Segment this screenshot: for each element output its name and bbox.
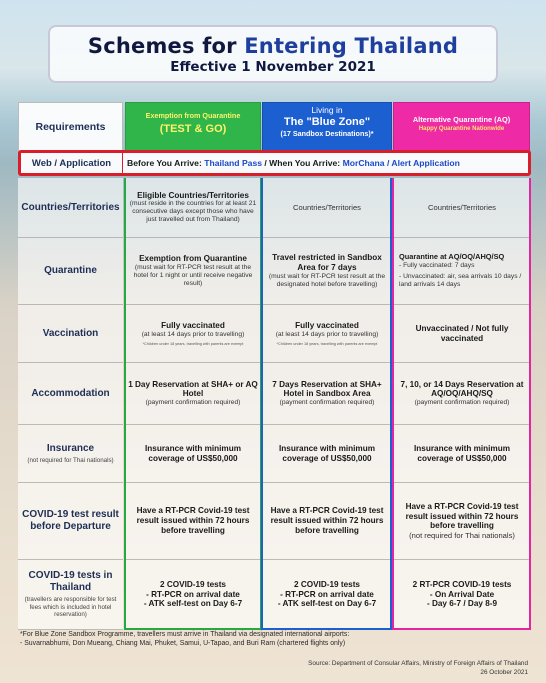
table-cell	[393, 425, 531, 483]
header-blue-zone	[262, 102, 392, 152]
table-row-insurance	[18, 425, 531, 483]
cell-line: - ATK self-test on Day 6-7	[277, 599, 377, 609]
cell-text: Insurance with minimum coverage of US$50,000	[279, 443, 375, 463]
row-label-text: Quarantine	[44, 265, 97, 276]
row-label-note: (not required for Thai nationals)	[27, 456, 114, 464]
table-cell	[393, 560, 531, 630]
cell-title: Travel restricted in Sandbox Area for 7 days	[272, 253, 382, 272]
source-date: 26 October 2021	[480, 668, 528, 676]
cell-text: Countries/Territories	[428, 202, 496, 212]
header-requirements: Requirements	[18, 102, 123, 152]
cell-title: Fully vaccinated	[161, 320, 225, 330]
row-label-text: COVID-19 tests in Thailand	[28, 570, 113, 594]
web-text-2: / When You Arrive:	[264, 158, 343, 168]
footnote-line: - Suvarnabhumi, Don Mueang, Chiang Mai, Phuket, Samui, U-Tapao, and Buri Ram (chartered flights only)	[20, 640, 346, 648]
row-label	[18, 483, 123, 560]
page-title	[50, 34, 496, 58]
table-row-accommodation	[18, 363, 531, 425]
cell-note: (payment confirmation required)	[414, 399, 510, 407]
table-cell	[262, 238, 392, 305]
page-subtitle: Effective 1 November 2021	[170, 59, 376, 75]
cell-text: Insurance with minimum coverage of US$50,000	[145, 443, 241, 463]
table-cell	[125, 238, 261, 305]
table-cell	[125, 305, 261, 363]
cell-line: - On Arrival Date	[429, 589, 495, 599]
cell-note: (must wait for RT-PCR test result at the hotel for 1 night or until receive negative result)	[133, 263, 253, 287]
web-label: Web / Application	[21, 153, 123, 173]
table-cell	[262, 425, 392, 483]
cell-line: - Unvaccinated: air, sea arrivals 10 days / land arrivals 14 days	[399, 272, 522, 288]
cell-line: - RT-PCR on arrival date	[146, 589, 240, 599]
header-blue-l2: The "Blue Zone"	[283, 116, 371, 128]
table-cell	[125, 178, 261, 238]
thailand-pass-link[interactable]: Thailand Pass	[204, 158, 263, 168]
row-label-text: COVID-19 test result before Departure	[22, 509, 119, 532]
web-application-row	[18, 150, 531, 176]
cell-text: Have a RT-PCR Covid-19 test result issued within 72 hours before travelling	[405, 501, 519, 531]
table-cell	[393, 178, 531, 238]
header-test-go-small: Exemption from Quarantine	[145, 111, 241, 120]
table-row-quarantine	[18, 238, 531, 305]
table-cell	[393, 238, 531, 305]
table-row-countries	[18, 178, 531, 238]
table-cell	[262, 305, 392, 363]
table-row-covid-before-departure	[18, 483, 531, 560]
source-note	[308, 660, 528, 678]
row-label	[18, 363, 123, 425]
row-label-text: Countries/Territories	[21, 201, 120, 213]
cell-note: (at least 14 days prior to travelling)	[141, 330, 245, 338]
cell-line: - ATK self-test on Day 6-7	[143, 599, 243, 609]
web-text-1: Before You Arrive:	[127, 158, 205, 168]
table-cell	[393, 305, 531, 363]
footnote-line: *For Blue Zone Sandbox Programme, travellers must arrive in Thailand via designated international airports:	[20, 631, 350, 638]
row-label-note: (travellers are responsible for test fees which is included in hotel reservation)	[24, 596, 117, 619]
row-label	[18, 238, 123, 305]
morchana-alert-link[interactable]: MorChana / Alert Application	[342, 158, 460, 168]
header-aq-l1: Alternative Quarantine (AQ)	[412, 115, 511, 124]
row-label-text: Vaccination	[42, 327, 99, 339]
cell-note: (payment confirmation required)	[145, 399, 241, 407]
table-row-covid-in-thailand	[18, 560, 531, 630]
cell-title: 7, 10, or 14 Days Reservation at AQ/OQ/AHQ/SQ	[400, 379, 524, 399]
cell-title: Unvaccinated / Not fully vaccinated	[415, 323, 509, 343]
cell-tiny-note: *Children under 18 years, travelling with parents are exempt	[276, 341, 378, 346]
table-cell	[262, 178, 392, 238]
table-cell	[125, 363, 261, 425]
cell-title: Eligible Countries/Territories	[137, 190, 249, 200]
cell-text: Insurance with minimum coverage of US$50,000	[414, 443, 510, 463]
web-text	[123, 158, 460, 168]
row-label	[18, 305, 123, 363]
footnote	[20, 630, 530, 649]
title-highlight: Entering Thailand	[244, 34, 459, 58]
table-cell	[393, 483, 531, 560]
table-cell	[125, 483, 261, 560]
header-alternative-quarantine	[393, 102, 530, 152]
table-cell	[125, 425, 261, 483]
cell-text: Have a RT-PCR Covid-19 test result issued within 72 hours before travelling	[136, 506, 250, 535]
header-blue-l3: (17 Sandbox Destinations)*	[280, 129, 374, 138]
header-test-go-large: (TEST & GO)	[159, 123, 227, 135]
cell-text: Have a RT-PCR Covid-19 test result issued within 72 hours before travelling	[270, 506, 384, 535]
cell-title: Exemption from Quarantine	[139, 254, 247, 264]
row-label	[18, 425, 123, 483]
table-cell	[262, 560, 392, 630]
row-label-text: Insurance	[46, 442, 95, 454]
header-blue-l1: Living in	[311, 105, 343, 115]
header-aq-l2: Happy Quarantine Nationwide	[418, 126, 505, 132]
table-cell	[393, 363, 531, 425]
table-row-vaccination	[18, 305, 531, 363]
table-cell	[125, 560, 261, 630]
cell-note: (must reside in the countries for at least 21 consecutive days except those who have just travelled out from Thailand)	[129, 200, 257, 224]
cell-text: Countries/Territories	[293, 202, 361, 212]
cell-line: 2 COVID-19 tests	[294, 579, 360, 589]
cell-note: (must wait for RT-PCR test result at the designated hotel before travelling)	[268, 272, 386, 288]
title-prefix: Schemes for	[87, 34, 245, 58]
cell-line: - Day 6-7 / Day 8-9	[426, 599, 498, 609]
header-test-and-go	[125, 102, 261, 152]
title-box	[48, 25, 498, 83]
cell-note: (payment confirmation required)	[279, 399, 375, 407]
cell-line: 2 COVID-19 tests	[160, 579, 226, 589]
table-cell	[262, 483, 392, 560]
cell-title: 1 Day Reservation at SHA+ or AQ Hotel	[128, 379, 258, 399]
table-cell	[262, 363, 392, 425]
cell-title: Quarantine at AQ/OQ/AHQ/SQ	[399, 252, 505, 262]
cell-line: - Fully vaccinated: 7 days	[399, 261, 475, 269]
cell-note: (at least 14 days prior to travelling)	[275, 330, 379, 338]
cell-line: - RT-PCR on arrival date	[280, 589, 374, 599]
source-line: Source: Department of Consular Affairs, Ministry of Foreign Affairs of Thailand	[308, 660, 528, 667]
row-label	[18, 178, 123, 238]
cell-tiny-note: *Children under 18 years, travelling with parents are exempt	[142, 341, 244, 346]
cell-title: 7 Days Reservation at SHA+ Hotel in Sandbox Area	[272, 379, 382, 399]
cell-note: (not required for Thai nationals)	[409, 531, 515, 541]
row-label	[18, 560, 123, 630]
cell-line: 2 RT-PCR COVID-19 tests	[412, 579, 512, 589]
cell-title: Fully vaccinated	[295, 320, 359, 330]
row-label-text: Accommodation	[31, 387, 110, 399]
